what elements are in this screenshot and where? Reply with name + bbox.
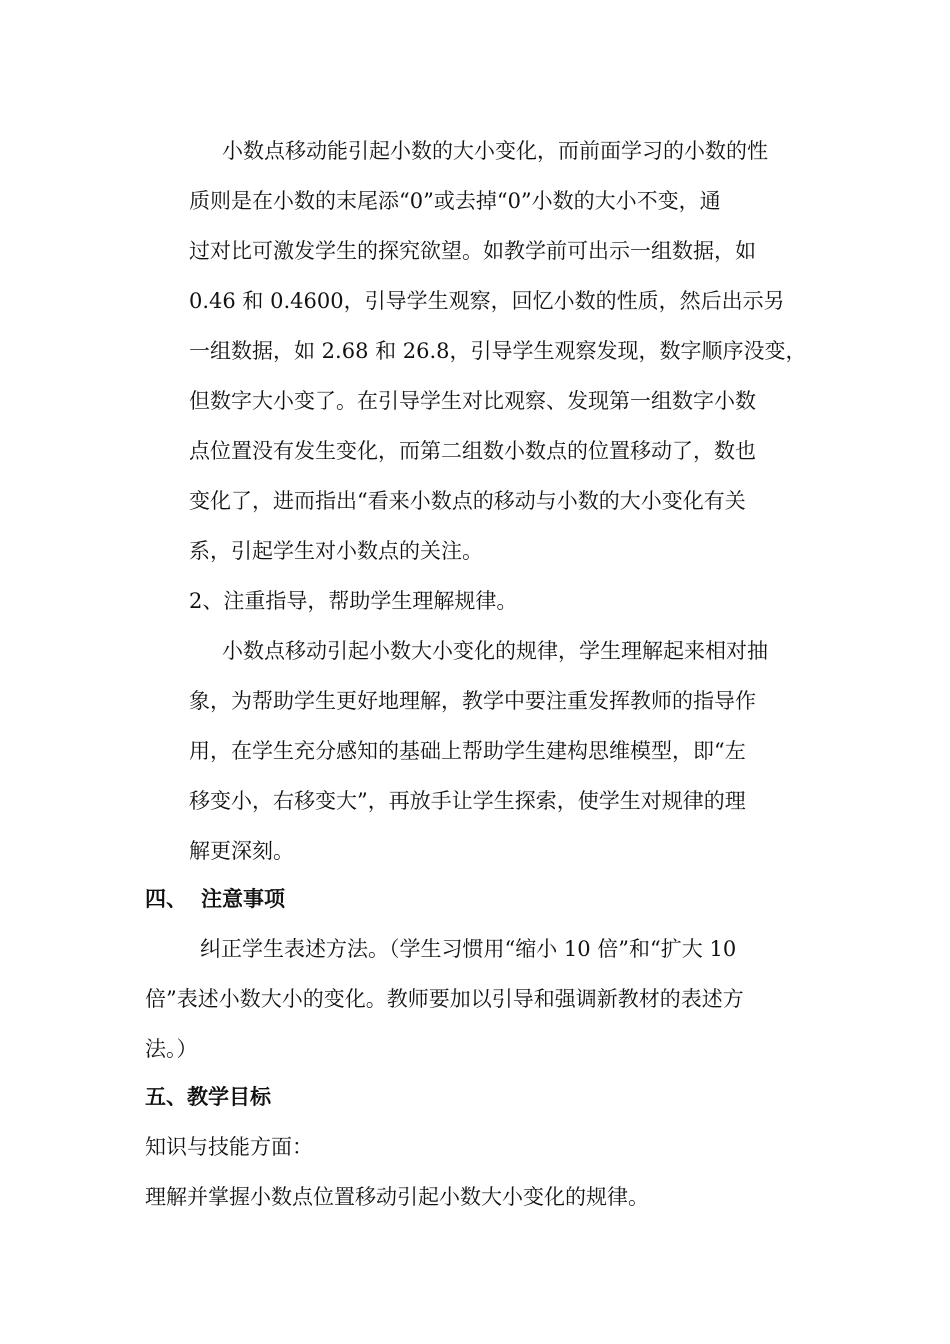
section-4-number: 四、 xyxy=(145,887,187,911)
text-line: 变化了，进而指出“看来小数点的移动与小数的大小变化有关 xyxy=(189,489,746,513)
text-line: 解更深刻。 xyxy=(189,839,294,863)
text-line: 0.46 和 0.4600，引导学生观察，回忆小数的性质，然后出示另 xyxy=(189,289,785,313)
text-line: 小数点移动引起小数大小变化的规律，学生理解起来相对抽 xyxy=(222,639,768,663)
section-5-heading: 五、教学目标 xyxy=(145,1085,271,1109)
text-line: 一组数据，如 2.68 和 26.8，引导学生观察发现，数字顺序没变， xyxy=(189,339,807,363)
text-line: 移变小，右移变大”，再放手让学生探索，使学生对规律的理 xyxy=(189,789,746,813)
text-line: 系，引起学生对小数点的关注。 xyxy=(189,539,483,563)
text-line: 法。） xyxy=(145,1037,198,1061)
text-line: 纠正学生表述方法。（学生习惯用“缩小 10 倍”和“扩大 10 xyxy=(200,937,737,961)
section-4-title: 注意事项 xyxy=(201,887,285,911)
text-line: 象，为帮助学生更好地理解，教学中要注重发挥教师的指导作 xyxy=(189,689,756,713)
text-line: 理解并掌握小数点位置移动引起小数大小变化的规律。 xyxy=(145,1185,649,1209)
section-5-subheading: 知识与技能方面： xyxy=(145,1135,313,1159)
text-line: 质则是在小数的末尾添“0”或去掉“0”小数的大小不变，通 xyxy=(189,189,721,213)
text-line: 用，在学生充分感知的基础上帮助学生建构思维模型，即“左 xyxy=(189,739,746,763)
text-line: 点位置没有发生变化，而第二组数小数点的位置移动了，数也 xyxy=(189,439,756,463)
point-2-title: 2、注重指导，帮助学生理解规律。 xyxy=(189,589,518,613)
text-line: 小数点移动能引起小数的大小变化，而前面学习的小数的性 xyxy=(222,139,768,163)
text-line: 过对比可激发学生的探究欲望。如教学前可出示一组数据，如 xyxy=(189,239,756,263)
text-line: 倍”表述小数大小的变化。教师要加以引导和强调新教材的表述方 xyxy=(145,987,744,1011)
text-line: 但数字大小变了。在引导学生对比观察、发现第一组数字小数 xyxy=(189,389,756,413)
